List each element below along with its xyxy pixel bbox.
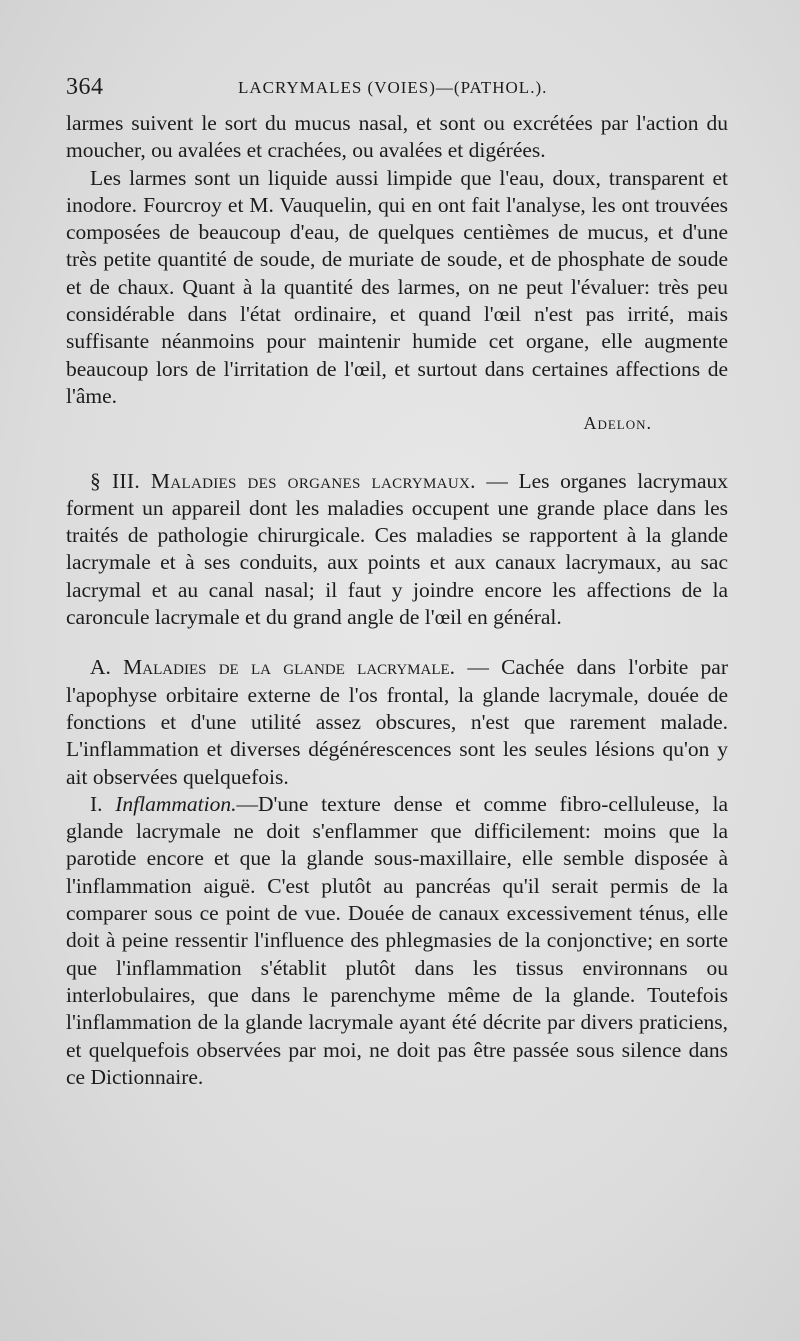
body-text [66,110,728,1091]
section-3-heading: § III. Maladies des organes lacrymaux. [90,468,476,493]
section-a-heading: A. Maladies de la glande lacrymale. [90,655,456,680]
item-1-text: —D'une texture dense et comme fibro-celluleuse, la glande lacrymale ne doit s'enflammer que difficilement: moins que la parotide encore et que la glande sous-maxillaire, elle semble disposée à l'inflammation aiguë. C'est plutôt au pancréas qu'il serait permis de la comparer sous ce point de vue. Douée de canaux excessivement ténus, elle doit à peine ressentir l'influence des phlegmasies de la conjonctive; en sorte que l'inflammation s'établit plutôt dans les tissus environnans ou interlobulaires, que dans le parenchyme même de la glande. Toutefois l'inflammation de la glande lacrymale ayant été décrite par divers praticiens, et quelquefois observées par moi, ne doit pas être passée sous silence dans ce Dictionnaire. [66,791,728,1089]
item-inflammation-paragraph [66,791,728,1091]
running-title: LACRYMALES (VOIES)—(PATHOL.). [238,78,548,97]
author-signature: Adelon. [583,413,652,434]
paragraph-continuation: larmes suivent le sort du mucus nasal, et sont ou excrétées par l'action du moucher, ou avalées et crachées, ou avalées et digérées. [66,111,728,163]
section-a-paragraph [66,654,728,790]
section-3-text: — Les organes lacrymaux forment un appareil dont les maladies occupent une grande place dans les traités de pathologie chirurgicale. Ces maladies se rapportent à la glande lacrymale et à ses conduits, aux points et aux canaux lacrymaux, au sac lacrymal et au canal nasal; il faut y joindre encore les affections de la caroncule lacrymale et du grand angle de l'œil en général. [66,468,728,630]
item-1-term: Inflammation. [115,791,237,816]
page-number: 364 [66,74,104,100]
paragraph-tears-composition: Les larmes sont un liquide aussi limpide que l'eau, doux, transparent et inodore. Fourcroy et M. Vauquelin, qui en ont fait l'analyse, les ont trouvées composées de beaucoup d'eau, de quelques centièmes de mucus, et d'une très petite quantité de soude, de muriate de soude, et de phosphate de soude et de chaux. Quant à la quantité des larmes, on ne peut l'évaluer: très peu considérable dans l'état ordinaire, et quand l'œil n'est pas irrité, mais suffisante néanmoins pour maintenir humide cet organe, elle augmente beaucoup lors de l'irritation de l'œil, et surtout dans certaines affections de l'âme. [66,165,728,408]
page-header [66,74,728,104]
spacer [66,438,728,468]
section-a-text: — Cachée dans l'orbite par l'apophyse orbitaire externe de l'os frontal, la glande lacrymale, douée de fonctions et d'une utilité assez obscures, n'est que rarement malade. L'inflammation et diverses dégénérescences sont les seules lésions qu'on y ait observées quelquefois. [66,655,728,789]
section-3-paragraph [66,468,728,632]
item-1-label: I. [90,791,116,816]
spacer [66,631,728,654]
